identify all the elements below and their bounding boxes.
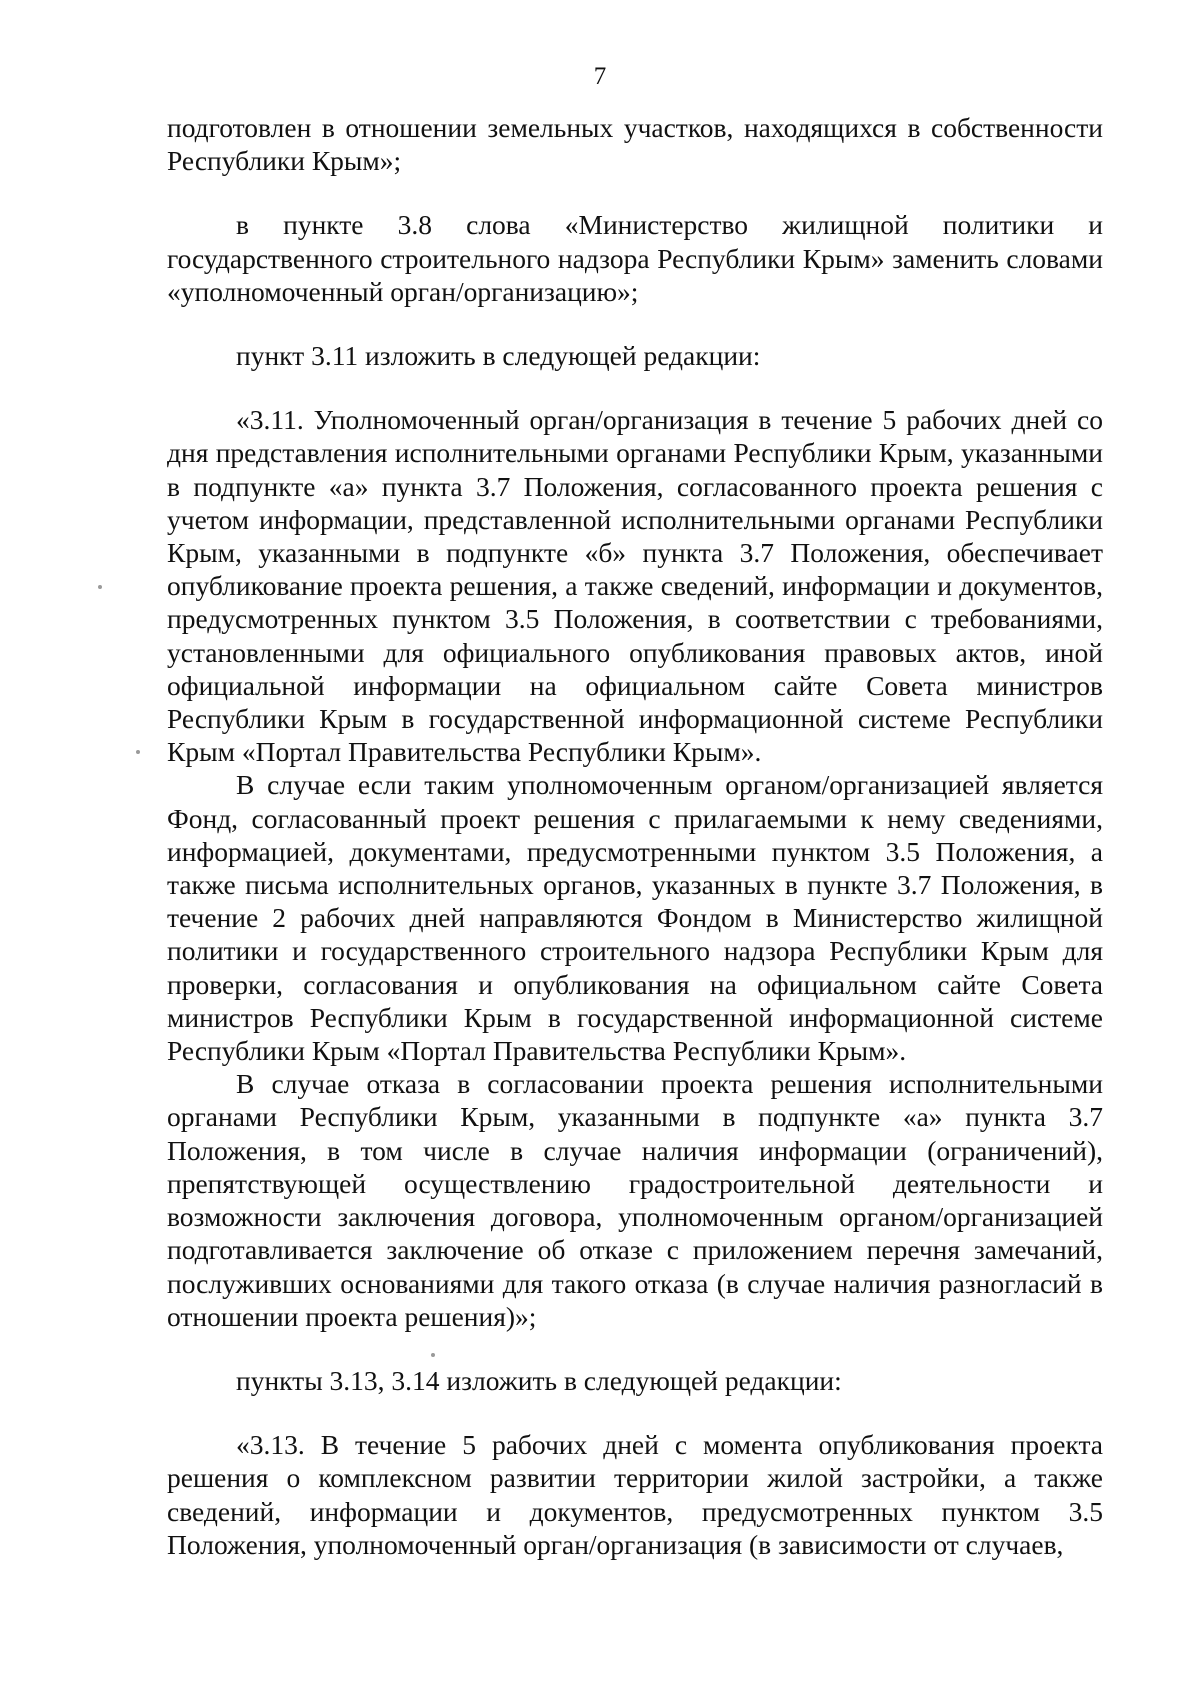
scan-speck [136, 750, 140, 754]
scan-speck [431, 1353, 435, 1357]
scan-speck [98, 585, 102, 589]
paragraph-amendment-3-8: в пункте 3.8 слова «Министерство жилищной политики и государственного строительного надзора Республики Крым» заменить словами «уполномоченный орган/организацию»; [167, 209, 1103, 307]
paragraph-instruction-3-13-3-14: пункты 3.13, 3.14 изложить в следующей редакции: [236, 1364, 842, 1396]
paragraph-instruction-3-11: пункт 3.11 изложить в следующей редакции: [236, 340, 761, 372]
page-number: 7 [593, 63, 607, 90]
paragraph-fund-case: В случае если таким уполномоченным органом/организацией является Фонд, согласованный проект решения с прилагаемыми к нему сведениями, информацией, документами, предусмотренными пунктом 3.5 Положения, а также письма исполнительных органов, указанных в пункте 3.7 Положения, в течение 2 рабочих дней направляются Фондом в Министерство жилищной политики и государственного строительного надзора Республики Крым для проверки, согласования и опубликования на официальном сайте Совета министров Республики Крым в государственной информационной системе Республики Крым «Портал Правительства Республики Крым». [167, 769, 1103, 1067]
paragraph-continuation: подготовлен в отношении земельных участков, находящихся в собственности Республики Крым»; [167, 112, 1103, 177]
paragraph-refusal-case: В случае отказа в согласовании проекта решения исполнительными органами Республики Крым, указанными в подпункте «а» пункта 3.7 Положения, в том числе в случае наличия информации (ограничений), препятствующей осуществлению градостроительной деятельности и возможности заключения договора, уполномоченным органом/организацией подготавливается заключение об отказе с приложением перечня замечаний, послуживших основаниями для такого отказа (в случае наличия разногласий в отношении проекта решения)»; [167, 1068, 1103, 1332]
document-body [167, 111, 1103, 1561]
paragraph-clause-3-11: «3.11. Уполномоченный орган/организация в течение 5 рабочих дней со дня представления исполнительными органами Республики Крым, указанными в подпункте «а» пункта 3.7 Положения, согласованного проекта решения с учетом информации, представленной исполнительными органами Республики Крым, указанными в подпункте «б» пункта 3.7 Положения, обеспечивает опубликование проекта решения, а также сведений, информации и документов, предусмотренных пунктом 3.5 Положения, в соответствии с требованиями, установленными для официального опубликования правовых актов, иной официальной информации на официальном сайте Совета министров Республики Крым в государственной информационной системе Республики Крым «Портал Правительства Республики Крым». [167, 404, 1103, 768]
paragraph-clause-3-13: «3.13. В течение 5 рабочих дней с момента опубликования проекта решения о комплексном развитии территории жилой застройки, а также сведений, информации и документов, предусмотренных пунктом 3.5 Положения, уполномоченный орган/организация (в зависимости от случаев, [167, 1429, 1103, 1560]
